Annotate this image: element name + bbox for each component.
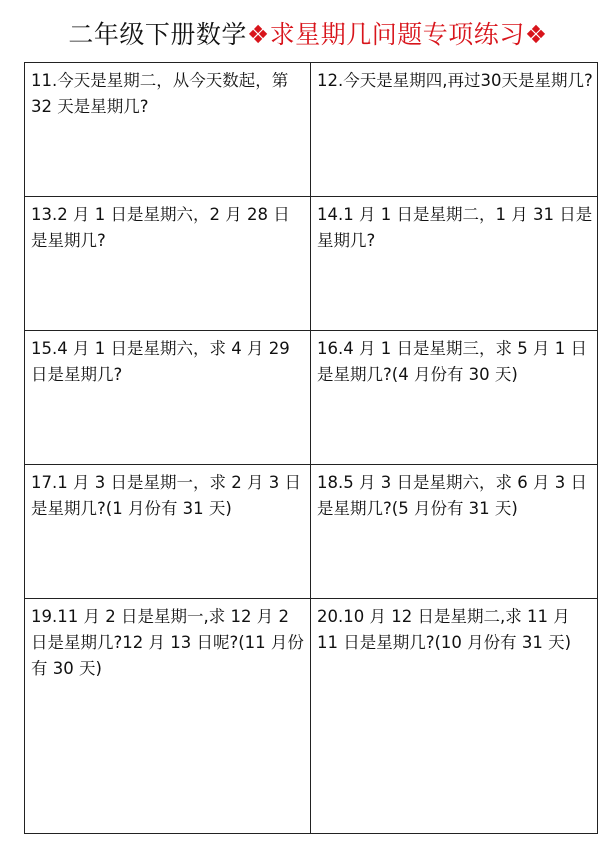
question-grid bbox=[25, 63, 597, 833]
question-16: 16.4 月 1 日是星期三，求 5 月 1 日是星期几?(4 月份有 30 天) bbox=[311, 331, 597, 465]
question-11: 11.今天是星期二，从今天数起，第 32 天是星期几? bbox=[25, 63, 311, 197]
title-grade-label: 二年级下册数学 bbox=[68, 20, 247, 49]
question-15: 15.4 月 1 日是星期六，求 4 月 29 日是星期几? bbox=[25, 331, 311, 465]
question-18: 18.5 月 3 日是星期六，求 6 月 3 日是星期几?(5 月份有 31 天) bbox=[311, 465, 597, 599]
question-14: 14.1 月 1 日是星期二，1 月 31 日是星期几? bbox=[311, 197, 597, 331]
worksheet-table bbox=[24, 62, 598, 834]
question-12: 12.今天是星期四,再过30天是星期几? bbox=[311, 63, 597, 197]
diamond-icon: ❖ bbox=[524, 20, 548, 49]
question-17: 17.1 月 3 日是星期一，求 2 月 3 日是星期几?(1 月份有 31 天) bbox=[25, 465, 311, 599]
question-20: 20.10 月 12 日是星期二,求 11 月 11 日是星期几?(10 月份有 31 天) bbox=[317, 607, 572, 652]
title-topic: 求星期几问题专项练习 bbox=[269, 20, 525, 49]
question-13: 13.2 月 1 日是星期六，2 月 28 日是星期几? bbox=[25, 197, 311, 331]
diamond-icon: ❖ bbox=[246, 20, 270, 49]
question-19: 19.11 月 2 日是星期一,求 12 月 2 日是星期几?12 月 13 日呢?(11 月份有 30 天) bbox=[25, 599, 311, 833]
page-title bbox=[0, 18, 616, 52]
